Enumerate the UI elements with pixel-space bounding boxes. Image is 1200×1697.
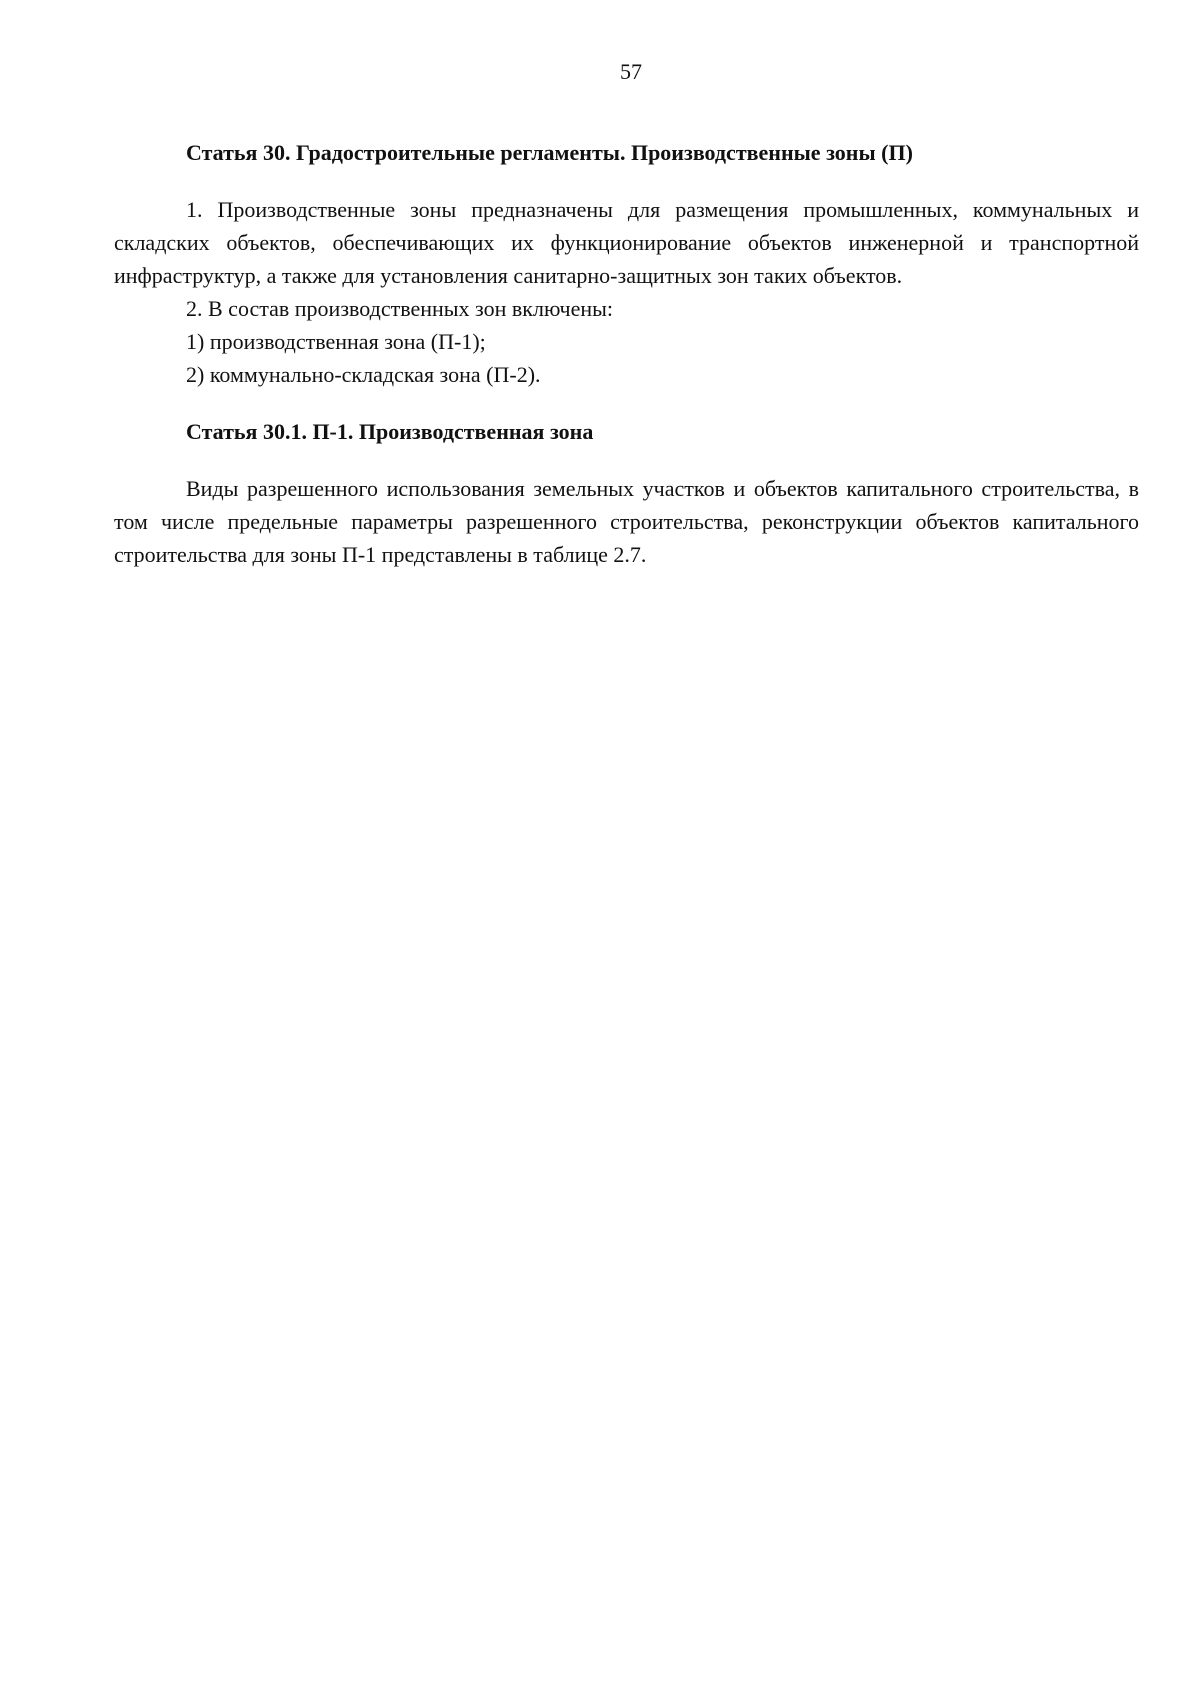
article-30-paragraph-1: 1. Производственные зоны предназначены для размещения промышленных, коммунальных и складских объектов, обеспечивающих их функционирование объектов инженерной и транспортной инфраструктур, а также для установления санитарно-защитных зон таких объектов.	[114, 197, 1139, 288]
article-30-paragraph-2: 2. В состав производственных зон включены:	[186, 296, 614, 321]
article-30-1-heading: Статья 30.1. П-1. Производственная зона	[186, 419, 594, 444]
zone-list-item: 1) производственная зона (П-1);	[186, 329, 486, 354]
article-30-1-paragraph: Виды разрешенного использования земельных участков и объектов капитального строительства, в том числе предельные параметры разрешенного строительства, реконструкции объектов капитального строительства для зоны П-1 представлены в таблице 2.7.	[114, 476, 1139, 567]
article-30-heading: Статья 30. Градостроительные регламенты. Производственные зоны (П)	[186, 140, 913, 165]
document-body	[114, 136, 1139, 571]
zone-list-item: 2) коммунально-складская зона (П-2).	[186, 362, 541, 387]
page-number: 57	[620, 59, 642, 84]
